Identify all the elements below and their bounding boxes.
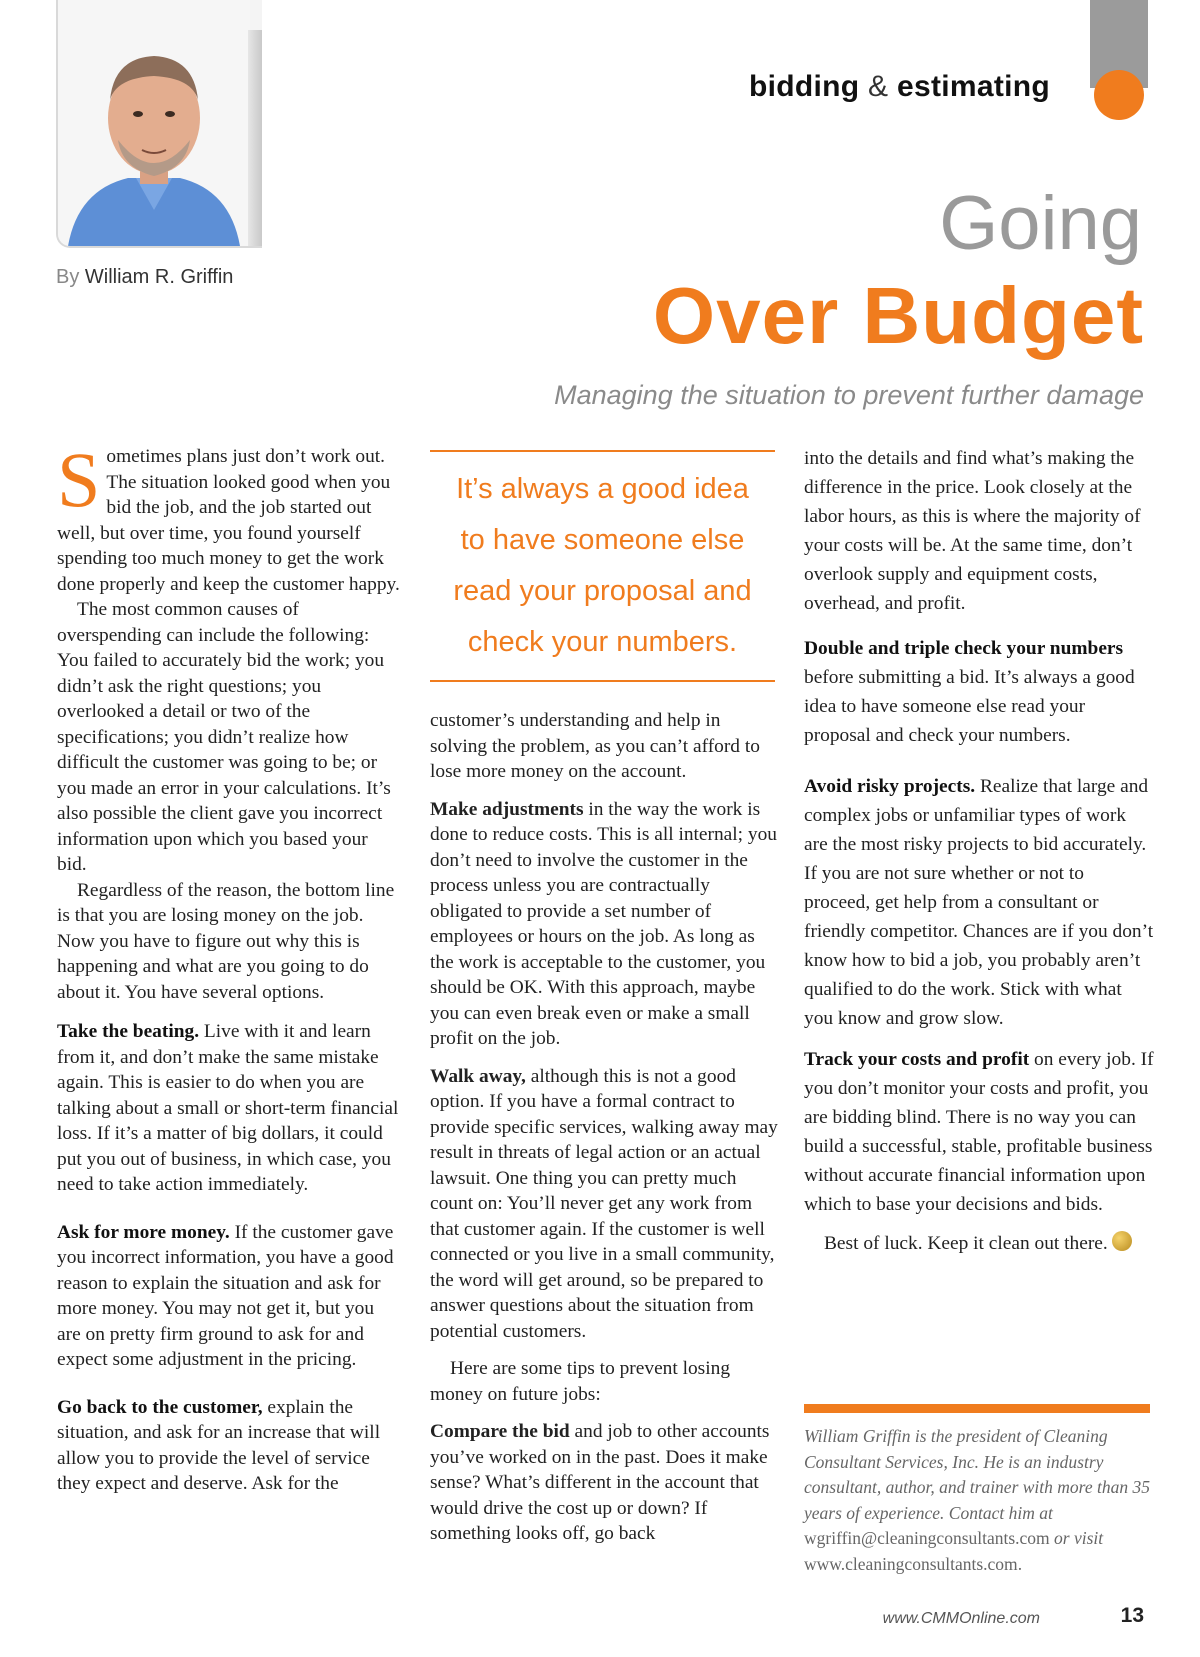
title-line2: Over Budget — [652, 271, 1144, 360]
page-number: 13 — [1120, 1604, 1144, 1627]
paragraph — [430, 797, 780, 1052]
paragraph-text: Realize that large and complex jobs or unfamiliar types of work are the most risky projects to bid accurately. If you are not sure whether or not to proceed, get help from a consultant or friendly competitor. Chances are if you don’t know how to bid a job, you probably aren’t qualified to do the work. Stick with what you know and grow slow. — [804, 776, 1154, 1029]
drop-cap: S — [57, 436, 101, 523]
section-label-part2: estimating — [896, 70, 1050, 103]
subtitle: Managing the situation to prevent further damage — [554, 380, 1144, 410]
paragraph-text: explain the situation, and ask for an increase that will allow you to provide the level of service they expect and deserve. Ask for the — [57, 1396, 381, 1494]
section-label — [749, 70, 1050, 104]
author-bio — [804, 1424, 1154, 1577]
paragraph-text: before submitting a bid. It’s always a good idea to have someone else read your proposal and check your numbers. — [804, 667, 1135, 746]
paragraph — [57, 1019, 402, 1198]
paragraph-text: and job to other accounts you’ve worked on in the past. Does it make sense? What’s different in the account that would drive the cost up or down? If something looks off, go back — [430, 1421, 770, 1544]
pull-quote — [430, 450, 775, 682]
paragraph: The most common causes of overspending can include the following: You failed to accurately bid the work; you didn’t ask the right questions; you overlooked a detail or two of the specifications; you didn’t realize how difficult the customer was going to be; or you made an error in your calculations. It’s also possible the client gave you incorrect information upon which you based your bid. — [57, 599, 391, 875]
paragraph — [57, 436, 402, 597]
bio-text: William Griffin is the president of Cleaning Consultant Services, Inc. He is an industry consultant, author, and trainer with more than 35 years of experience. Contact him at — [804, 1426, 1150, 1523]
paragraph-text: ometimes plans just don’t work out. The situation looked good when you bid the job, and the job started out well, but over time, you found yourself spending too much money to get the work done properly and keep the customer happy. — [57, 446, 400, 595]
bio-email-link[interactable]: wgriffin@cleaningconsultants.com — [804, 1528, 1050, 1548]
article-column-2 — [430, 708, 780, 1547]
paragraph-text: although this is not a good option. If you have a formal contract to provide specific services, walking away may result in threats of legal action or an actual lawsuit. One thing you can pretty much count on: You’ll never get any work from that customer again. If the customer is well connected or you live in a small community, the word will get around, so be prepared to answer questions about the situation from potential customers. — [430, 1065, 778, 1342]
author-name: William R. Griffin — [84, 266, 234, 288]
paragraph-lead: Ask for more money. — [57, 1221, 230, 1243]
cm-logo-icon — [1112, 1231, 1132, 1251]
author-portrait — [58, 0, 250, 246]
bio-text: or visit — [1049, 1528, 1104, 1548]
paragraph: Here are some tips to prevent losing money on future jobs: — [430, 1358, 731, 1405]
byline-prefix: By — [56, 266, 80, 288]
paragraph-text: Live with it and learn from it, and don’t make the same mistake again. This is easier to do when you are talking about a small or short-term financial loss. If it’s a matter of big dollars, it could put you out of business, in which case, you need to take action immediately. — [57, 1021, 399, 1195]
article-column-3 — [804, 444, 1154, 1258]
section-label-amp: & — [868, 70, 889, 103]
paragraph: customer’s understanding and help in solving the problem, as you can’t afford to lose more money on the account. — [430, 710, 760, 782]
footer-url-link[interactable]: www.CMMOnline.com — [882, 1610, 1040, 1627]
paragraph — [57, 1220, 402, 1373]
bio-website-link[interactable]: www.cleaningconsultants.com — [804, 1553, 1018, 1574]
pull-quote-line: It’s always a good idea — [456, 473, 749, 505]
section-dot-icon — [1094, 70, 1144, 120]
section-label-part1: bidding — [748, 70, 860, 103]
pull-quote-line: to have someone else — [460, 524, 745, 556]
paragraph-lead: Take the beating. — [57, 1021, 200, 1042]
paragraph — [804, 772, 1154, 1033]
paragraph-lead: Double and triple check your numbers — [804, 638, 1124, 659]
bio-end: . — [1017, 1553, 1023, 1574]
bio-divider — [804, 1404, 1150, 1413]
paragraph — [57, 1395, 402, 1497]
paragraph-lead: Make adjustments — [430, 798, 584, 820]
paragraph: Regardless of the reason, the bottom line is that you are losing money on the job. Now you have to figure out why this is happening and what are you going to do about it. You have several options. — [57, 879, 395, 1003]
paragraph-text: in the way the work is done to reduce costs. This is all internal; you don’t need to involve the customer in the process unless you are contractually obligated to provide a set number of employees or hours on the job. As long as the work is acceptable to the customer, you should be OK. With this approach, maybe you can even break even or make a small profit on the job. — [430, 798, 777, 1049]
paragraph — [804, 1229, 1154, 1258]
paragraph: into the details and find what’s making the difference in the price. Look closely at the labor hours, as this is where the majority of your costs will be. At the same time, don’t overlook supply and equipment costs, overhead, and profit. — [804, 448, 1141, 614]
paragraph — [804, 1045, 1154, 1219]
paragraph-lead: Walk away, — [430, 1065, 526, 1087]
paragraph — [430, 1419, 780, 1547]
pull-quote-line: read your proposal and — [453, 575, 752, 607]
pull-quote-line: check your numbers. — [467, 626, 738, 658]
article-column-1 — [57, 436, 402, 1497]
paragraph-lead: Go back to the customer, — [57, 1396, 263, 1418]
paragraph-lead: Avoid risky projects. — [804, 776, 976, 797]
sign-off: Best of luck. Keep it clean out there. — [824, 1233, 1108, 1254]
paragraph — [430, 1064, 780, 1345]
paragraph-text: If the customer gave you incorrect information, you have a good reason to explain the situation and ask for more money. You may not get it, but you are on pretty firm ground to ask for and expect some adjustment in the pricing. — [57, 1221, 394, 1370]
paragraph-lead: Compare the bid — [430, 1421, 570, 1442]
title-line1: Going — [939, 181, 1142, 266]
byline — [56, 266, 233, 289]
paragraph-text: on every job. If you don’t monitor your costs and profit, you are bidding blind. There is no way you can build a successful, stable, profitable business without accurate financial information upon which to base your decisions and bids. — [804, 1049, 1154, 1215]
paragraph — [804, 634, 1154, 750]
author-photo — [56, 0, 262, 248]
paragraph-lead: Track your costs and profit — [804, 1049, 1030, 1070]
